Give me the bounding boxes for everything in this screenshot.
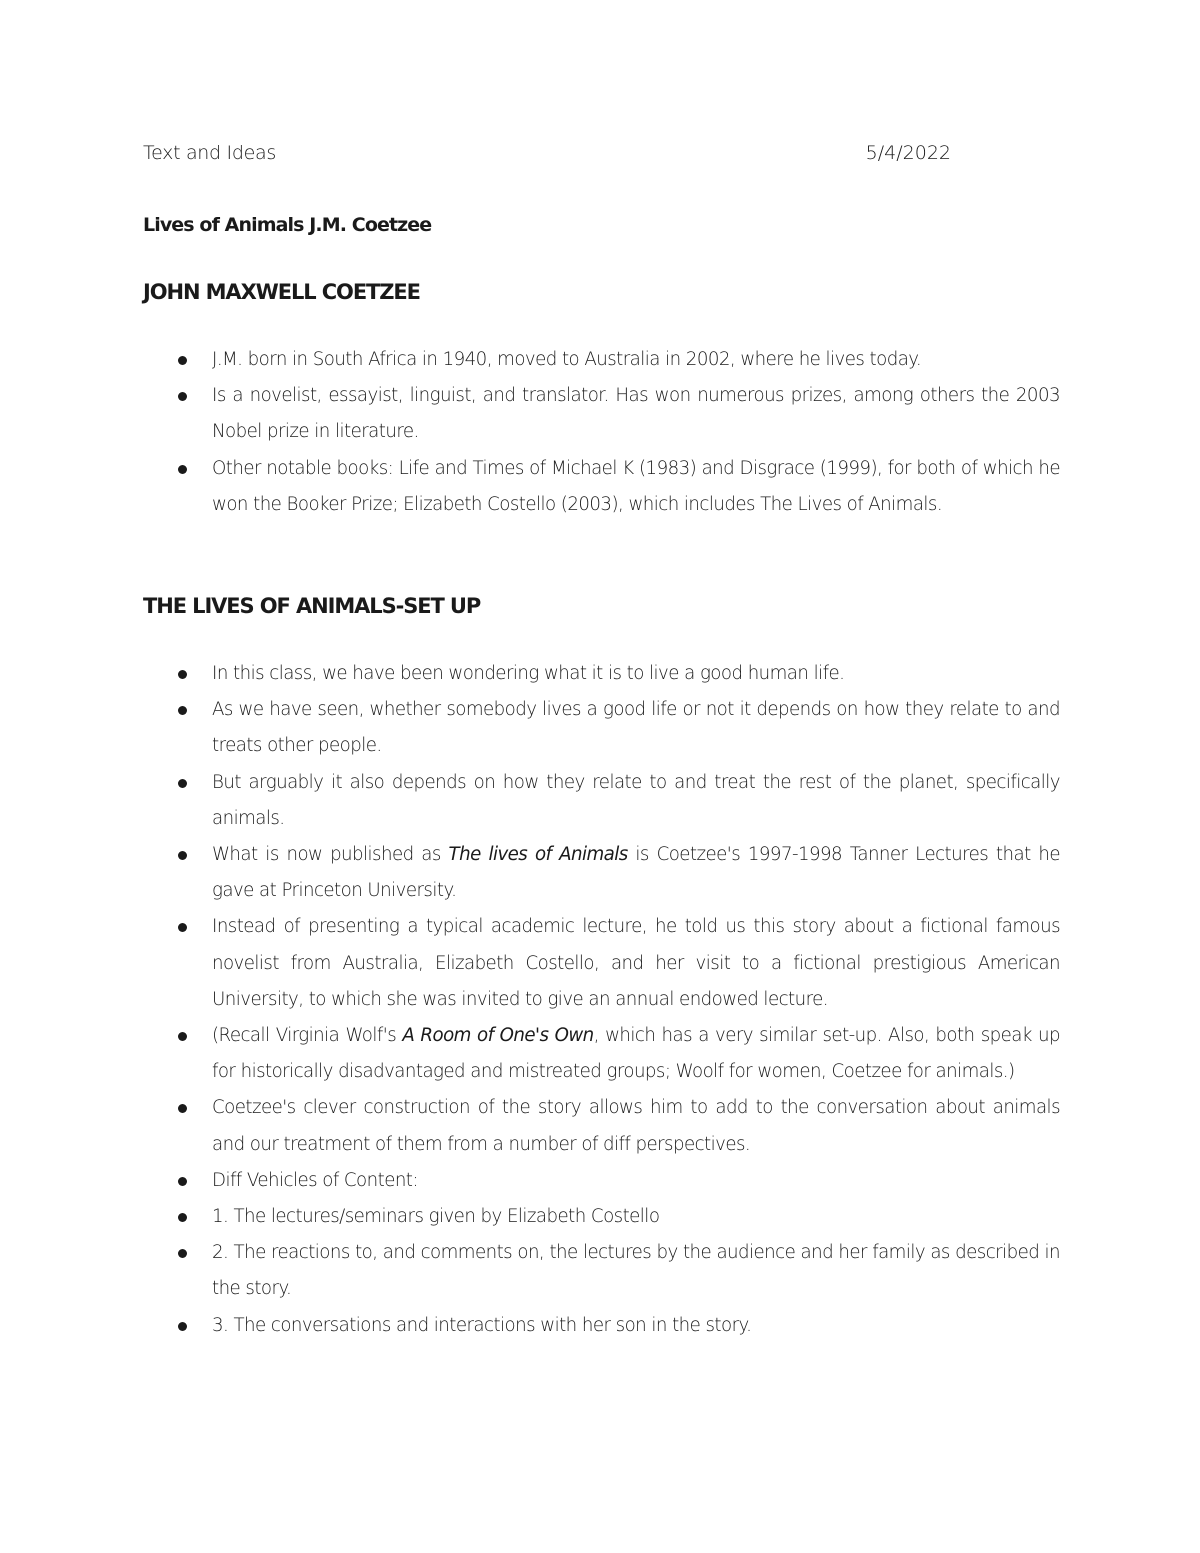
list-item <box>0 765 1060 837</box>
list-item <box>0 378 1060 450</box>
bullet-dot-icon <box>178 1032 187 1041</box>
list-item <box>0 1235 1060 1307</box>
list-item <box>0 1163 1060 1199</box>
list-item-text: Coetzee's clever construction of the story allows him to add to the conversation about animals and our treatment of them from a number of diff perspectives. <box>212 1097 1060 1155</box>
section-heading-setup: THE LIVES OF ANIMALS-SET UP <box>143 594 481 618</box>
list-item-text-after: , which has a very similar set-up. Also, both speak up for historically disadvantaged and mistreated groups; Woolf for women, Coetzee for animals.) <box>212 1025 1061 1083</box>
bullet-list-setup <box>0 656 1200 1344</box>
list-item <box>0 342 1060 378</box>
bullet-dot-icon <box>178 1322 187 1331</box>
list-item <box>0 451 1060 523</box>
list-item <box>0 909 1060 1018</box>
bullet-dot-icon <box>178 779 187 788</box>
bullet-dot-icon <box>178 1177 187 1186</box>
bullet-dot-icon <box>178 851 187 860</box>
bullet-dot-icon <box>178 1213 187 1222</box>
list-item-text: 2. The reactions to, and comments on, the lectures by the audience and her family as described in the story. <box>212 1242 1060 1300</box>
list-item-text-after: is Coetzee's 1997-1998 Tanner Lectures that he gave at Princeton University. <box>212 844 1060 902</box>
list-item-text: 1. The lectures/seminars given by Elizabeth Costello <box>212 1206 660 1228</box>
bullet-dot-icon <box>178 392 187 401</box>
bullet-dot-icon <box>178 670 187 679</box>
list-item-text: Other notable books: Life and Times of Michael K (1983) and Disgrace (1999), for both of which he won the Booker Prize; Elizabeth Costello (2003), which includes The Lives of Animals. <box>212 457 1060 515</box>
list-item-text: J.M. born in South Africa in 1940, moved to Australia in 2002, where he lives today. <box>212 349 922 370</box>
bullet-dot-icon <box>178 1104 187 1113</box>
course-name: Text and Ideas <box>143 142 276 164</box>
bullet-dot-icon <box>178 706 187 715</box>
list-item <box>0 692 1060 764</box>
header-date: 5/4/2022 <box>865 142 951 164</box>
list-item <box>0 1308 1060 1344</box>
bullet-dot-icon <box>178 1249 187 1258</box>
list-item <box>0 1090 1060 1162</box>
bullet-dot-icon <box>178 356 187 365</box>
list-item <box>0 837 1060 909</box>
list-item-text-before: (Recall Virginia Wolf's <box>212 1025 403 1047</box>
bullet-list-coetzee <box>0 342 1200 523</box>
section-heading-coetzee: JOHN MAXWELL COETZEE <box>143 280 420 304</box>
list-item <box>0 656 1060 692</box>
list-item-text: 3. The conversations and interactions with her son in the story. <box>212 1314 752 1336</box>
document-title: Lives of Animals J.M. Coetzee <box>143 214 432 236</box>
list-item-text: Instead of presenting a typical academic lecture, he told us this story about a fictional famous novelist from Australia, Elizabeth Costello, and her visit to a fictional prestigious American University, to which she was invited to give an annual endowed lecture. <box>212 916 1060 1010</box>
book-title-italic: The lives of Animals <box>448 844 628 866</box>
list-item-text: But arguably it also depends on how they relate to and treat the rest of the planet, specifically animals. <box>212 771 1060 829</box>
list-item-text: In this class, we have been wondering what it is to live a good human life. <box>212 663 845 684</box>
list-item <box>0 1018 1060 1090</box>
bullet-dot-icon <box>178 465 187 474</box>
list-item <box>0 1199 1060 1235</box>
bullet-dot-icon <box>178 923 187 932</box>
page-header <box>143 142 951 172</box>
list-item-text: Diff Vehicles of Content: <box>212 1169 418 1191</box>
book-title-italic: A Room of One's Own <box>402 1025 594 1047</box>
list-item-text: As we have seen, whether somebody lives a good life or not it depends on how they relate to and treats other people. <box>212 699 1060 757</box>
list-item-text: Is a novelist, essayist, linguist, and translator. Has won numerous prizes, among others the 2003 Nobel prize in literature. <box>212 385 1060 443</box>
list-item-text-before: What is now published as <box>212 844 449 866</box>
